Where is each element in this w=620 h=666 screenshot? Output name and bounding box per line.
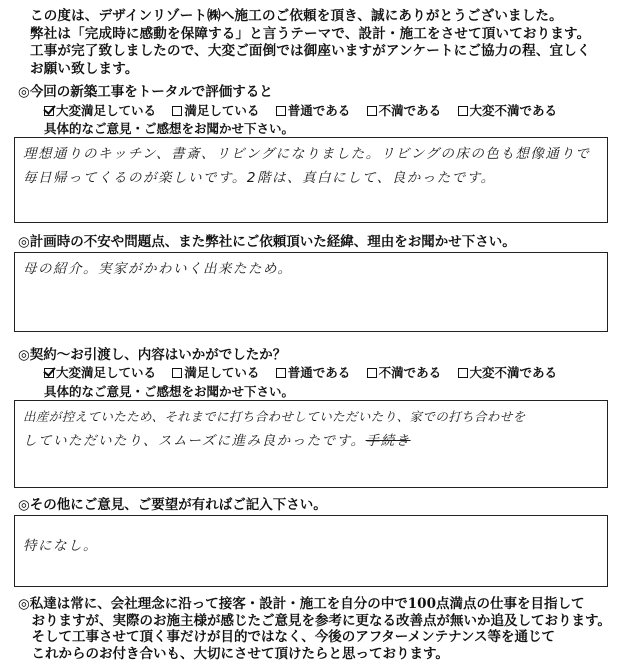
question-2-answer-text: 母の紹介。実家がかわいく出来たため。 — [23, 261, 293, 277]
checkbox-icon[interactable] — [276, 106, 286, 116]
q1-option-very-dissatisfied[interactable]: 大変不満である — [458, 103, 558, 119]
checkbox-icon[interactable] — [458, 368, 468, 378]
checkbox-icon[interactable] — [276, 368, 286, 378]
question-1-answer-text: 理想通りのキッチン、書斎、リビングになりました。リビングの床の色も想像通りで 毎日帰ってくるのが楽しいです。2階は、真白にして、良かったです。 — [23, 146, 591, 186]
q1-option-dissatisfied[interactable]: 不満である — [367, 103, 442, 119]
closing-text: ◎私達は常に、会社理念に沿って接客・設計・施工を自分の中で100点満点の仕事を目指して おりますが、実際のお施主様が感じたご意見を参考に更なる改善点が無いか追及しております。 そして工事させて頂く事だけが目的ではなく、今後のアフターメンテナンス等を通じて これからのお付き合いも、大切にさせて頂けたらと思っております。 — [18, 596, 611, 662]
q3-option-very-dissatisfied[interactable]: 大変不満である — [458, 365, 558, 381]
intro-text: この度は、デザインリゾート㈱へ施工のご依頼を頂き、誠にありがとうございました。 弊社は「完成時に感動を保障する」と言うテーマで、設計・施工をさせて頂いております。 工事が完了致しましたので、大変ご面倒では御座いますがアンケートにご協力の程、宜しく お願い致します。 — [30, 8, 591, 77]
question-3-options — [44, 365, 569, 381]
checkbox-checked-icon[interactable] — [44, 106, 54, 116]
question-1-title: ◎今回の新築工事をトータルで評価すると — [18, 84, 273, 100]
question-2-title: ◎計画時の不安や問題点、また弊社にご依頼頂いた経緯、理由をお聞かせ下さい。 — [18, 234, 516, 250]
question-4-title: ◎その他にご意見、ご要望が有ればご記入下さい。 — [18, 497, 327, 513]
question-3-title: ◎契約～お引渡し、内容はいかがでしたか？ — [18, 347, 287, 363]
checkbox-icon[interactable] — [172, 368, 182, 378]
q1-option-normal[interactable]: 普通である — [276, 103, 351, 119]
question-1-answer-box[interactable] — [14, 137, 608, 223]
checkbox-icon[interactable] — [458, 106, 468, 116]
question-3-sublabel: 具体的なご意見・ご感想をお聞かせ下さい。 — [44, 384, 295, 399]
question-4-answer-text: 特になし。 — [23, 538, 98, 554]
question-4-answer-box[interactable] — [14, 515, 608, 587]
question-1-sublabel: 具体的なご意見・ご感想をお聞かせ下さい。 — [44, 121, 295, 136]
q3-struck-text: 手続き — [365, 433, 411, 449]
q3-answer-line-1: 出産が控えていたため、それまでに打ち合わせしていただいたり、家での打ち合わせを — [23, 409, 526, 424]
checkbox-checked-icon[interactable] — [44, 368, 54, 378]
q1-option-very-satisfied[interactable]: 大変満足している — [44, 103, 156, 119]
q3-answer-line-2-text: していただいたり、スムーズに進み良かったです。 — [23, 433, 366, 449]
checkbox-icon[interactable] — [367, 106, 377, 116]
checkbox-icon[interactable] — [172, 106, 182, 116]
q3-option-satisfied[interactable]: 満足している — [172, 365, 259, 381]
q1-option-satisfied[interactable]: 満足している — [172, 103, 259, 119]
question-3-answer-text — [15, 401, 607, 453]
question-1-options — [44, 103, 569, 119]
q3-answer-line-2 — [23, 429, 599, 453]
q3-option-normal[interactable]: 普通である — [276, 365, 351, 381]
q3-option-very-satisfied[interactable]: 大変満足している — [44, 365, 156, 381]
checkbox-icon[interactable] — [367, 368, 377, 378]
question-2-answer-box[interactable] — [14, 252, 608, 332]
q3-option-dissatisfied[interactable]: 不満である — [367, 365, 442, 381]
question-3-answer-box[interactable] — [14, 400, 608, 488]
